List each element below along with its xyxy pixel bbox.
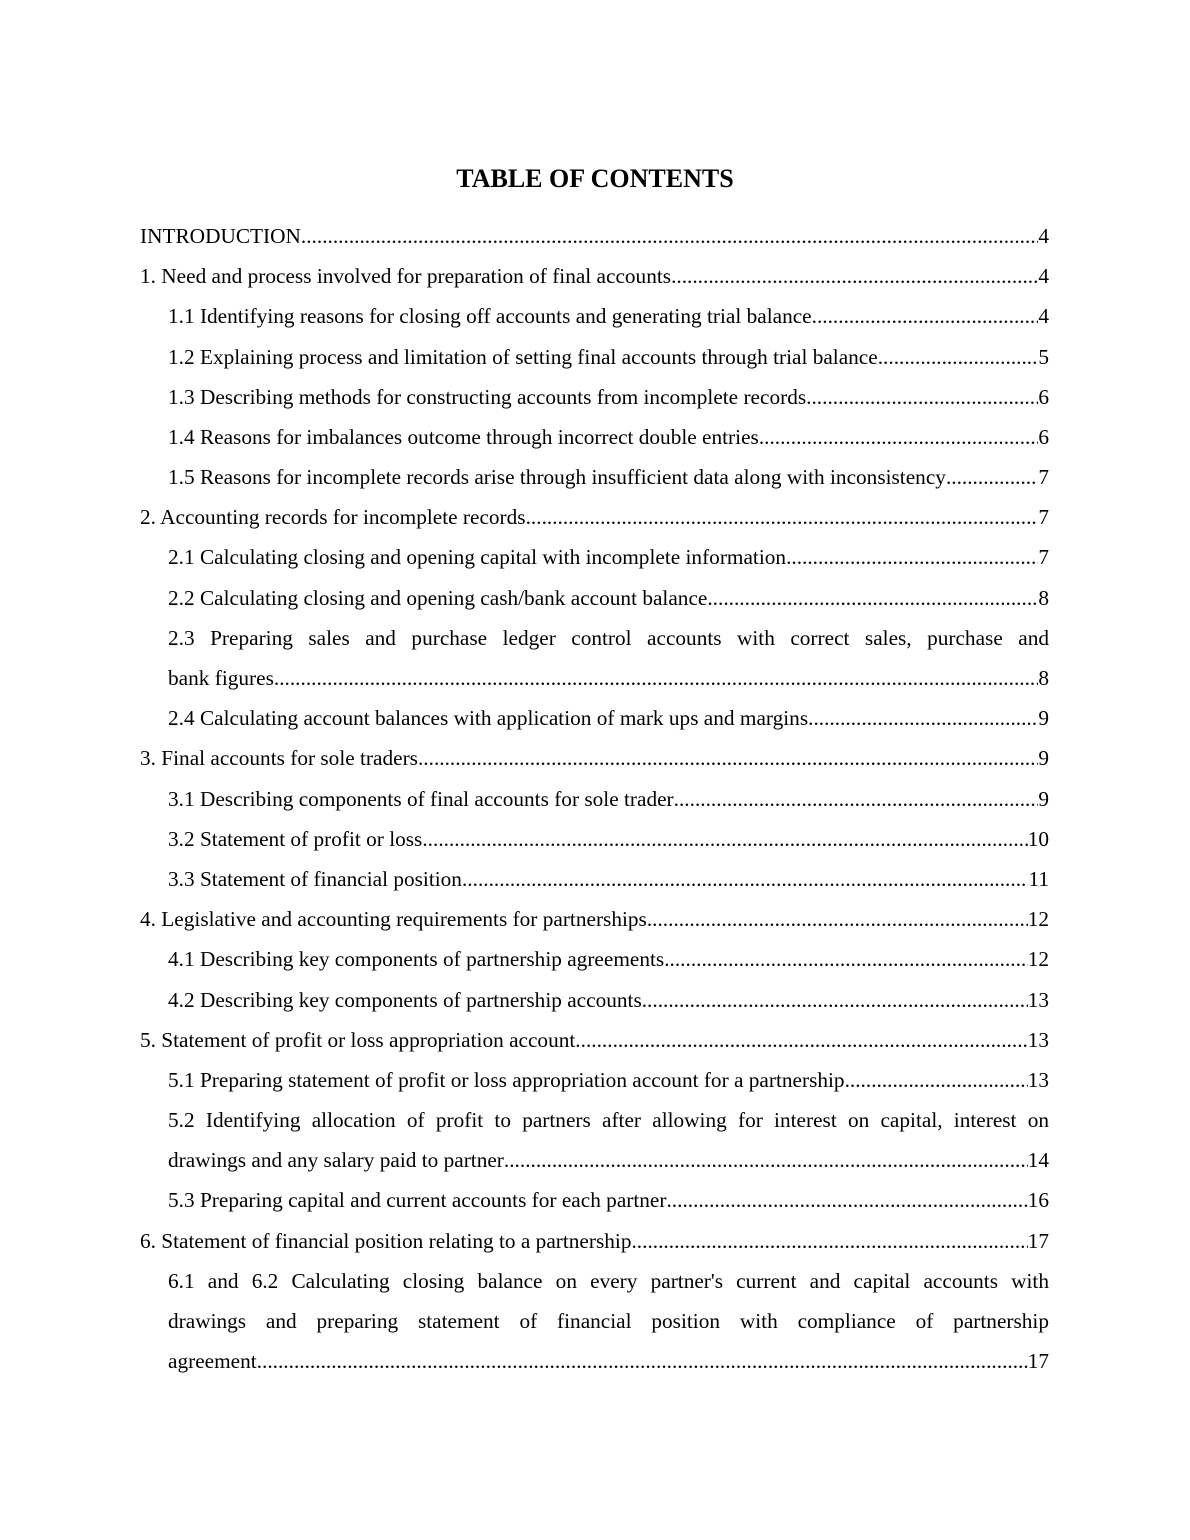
toc-page-number: 7 <box>1038 465 1049 490</box>
dot-leader <box>786 538 1038 578</box>
toc-entry-1-5[interactable] <box>168 457 1049 497</box>
toc-entry-label-line: 5.2 Identifying allocation of profit to partners after allowing for interest on capital, interest on <box>168 1108 1049 1133</box>
toc-entry-label: 3.2 Statement of profit or loss <box>168 826 423 851</box>
toc-entry-1-4[interactable] <box>168 417 1049 457</box>
dot-leader <box>647 899 1028 939</box>
toc-entry-label: bank figures <box>168 666 274 691</box>
toc-page-number: 6 <box>1038 384 1049 409</box>
dot-leader <box>504 1140 1028 1180</box>
toc-entry-3-1[interactable] <box>168 779 1049 819</box>
dot-leader <box>671 256 1038 296</box>
toc-entry-section-5[interactable] <box>140 1020 1049 1060</box>
toc-entry-6-1-6-2[interactable] <box>168 1261 1049 1382</box>
toc-page-number: 8 <box>1038 585 1049 610</box>
toc-page-number: 16 <box>1027 1188 1049 1213</box>
dot-leader <box>707 578 1038 618</box>
dot-leader <box>642 980 1028 1020</box>
toc-entry-5-1[interactable] <box>168 1060 1049 1100</box>
toc-entry-section-3[interactable] <box>140 738 1049 778</box>
toc-entry-4-2[interactable] <box>168 980 1049 1020</box>
table-of-contents <box>140 216 1049 1381</box>
toc-entry-section-1[interactable] <box>140 256 1049 296</box>
toc-entry-label: 4. Legislative and accounting requirements for partnerships <box>140 907 647 932</box>
dot-leader <box>878 337 1039 377</box>
toc-entry-label: 1.5 Reasons for incomplete records arise through insufficient data along with inconsistency <box>168 465 946 490</box>
toc-entry-label: INTRODUCTION <box>140 223 301 248</box>
toc-entry-label: agreement <box>168 1349 257 1374</box>
toc-page-number: 8 <box>1038 666 1049 691</box>
toc-entry-label: 1. Need and process involved for preparation of final accounts <box>140 264 672 289</box>
toc-page-number: 13 <box>1027 987 1049 1012</box>
toc-entry-5-2[interactable] <box>168 1100 1049 1180</box>
toc-entry-label-line: drawings and preparing statement of financial position with compliance of partnership <box>168 1309 1049 1334</box>
toc-entry-section-2[interactable] <box>140 497 1049 537</box>
toc-entry-1-2[interactable] <box>168 337 1049 377</box>
toc-entry-3-3[interactable] <box>168 859 1049 899</box>
toc-entry-section-4[interactable] <box>140 899 1049 939</box>
dot-leader <box>806 377 1038 417</box>
dot-leader <box>422 819 1027 859</box>
toc-entry-label: 6. Statement of financial position relating to a partnership <box>140 1228 632 1253</box>
dot-leader <box>462 859 1029 899</box>
toc-page-number: 12 <box>1027 907 1049 932</box>
toc-entry-label: 1.4 Reasons for imbalances outcome through incorrect double entries <box>168 424 759 449</box>
dot-leader <box>418 738 1038 778</box>
toc-page-number: 6 <box>1038 424 1049 449</box>
toc-entry-label: 2. Accounting records for incomplete records <box>140 505 526 530</box>
toc-entry-2-2[interactable] <box>168 578 1049 618</box>
toc-page-number: 10 <box>1027 826 1049 851</box>
toc-entry-label-line: 6.1 and 6.2 Calculating closing balance on every partner's current and capital accounts with <box>168 1268 1049 1293</box>
toc-entry-label: 3.3 Statement of financial position <box>168 866 462 891</box>
dot-leader <box>845 1060 1028 1100</box>
toc-page-number: 13 <box>1027 1027 1049 1052</box>
toc-entry-2-3[interactable] <box>168 618 1049 698</box>
dot-leader <box>664 939 1028 979</box>
dot-leader <box>274 658 1038 698</box>
toc-entry-label: 5.3 Preparing capital and current accounts for each partner <box>168 1188 667 1213</box>
toc-entry-label: 4.2 Describing key components of partnership accounts <box>168 987 642 1012</box>
dot-leader <box>812 296 1039 336</box>
dot-leader <box>631 1221 1027 1261</box>
toc-page-number: 9 <box>1038 786 1049 811</box>
toc-entry-label: 3.1 Describing components of final accounts for sole trader <box>168 786 674 811</box>
dot-leader <box>666 1181 1027 1221</box>
toc-page-number: 11 <box>1028 866 1049 891</box>
toc-entry-2-4[interactable] <box>168 698 1049 738</box>
toc-entry-label-line: 2.3 Preparing sales and purchase ledger control accounts with correct sales, purchase and <box>168 625 1049 650</box>
toc-entry-5-3[interactable] <box>168 1181 1049 1221</box>
toc-entry-1-3[interactable] <box>168 377 1049 417</box>
toc-page-number: 5 <box>1038 344 1049 369</box>
toc-entry-label: 1.2 Explaining process and limitation of setting final accounts through trial balance <box>168 344 878 369</box>
toc-page-number: 13 <box>1027 1067 1049 1092</box>
toc-page-number: 4 <box>1038 304 1049 329</box>
dot-leader <box>575 1020 1027 1060</box>
toc-entry-label: 2.2 Calculating closing and opening cash/bank account balance <box>168 585 708 610</box>
toc-entry-label: 1.1 Identifying reasons for closing off accounts and generating trial balance <box>168 304 812 329</box>
toc-entry-label: 4.1 Describing key components of partnership agreements <box>168 947 665 972</box>
toc-entry-2-1[interactable] <box>168 538 1049 578</box>
toc-entry-section-6[interactable] <box>140 1221 1049 1261</box>
dot-leader <box>946 457 1038 497</box>
dot-leader <box>526 497 1039 537</box>
toc-entry-label: 1.3 Describing methods for constructing accounts from incomplete records <box>168 384 807 409</box>
toc-page-number: 17 <box>1027 1228 1049 1253</box>
toc-page-number: 14 <box>1027 1148 1049 1173</box>
toc-entry-4-1[interactable] <box>168 939 1049 979</box>
toc-page-number: 4 <box>1038 264 1049 289</box>
page-title: TABLE OF CONTENTS <box>456 164 734 193</box>
toc-entry-label: 5.1 Preparing statement of profit or loss appropriation account for a partnership <box>168 1067 845 1092</box>
toc-page-number: 7 <box>1038 505 1049 530</box>
toc-entry-label: 5. Statement of profit or loss appropriation account <box>140 1027 576 1052</box>
toc-entry-label: 3. Final accounts for sole traders <box>140 746 418 771</box>
toc-page-number: 7 <box>1038 545 1049 570</box>
dot-leader <box>759 417 1039 457</box>
toc-entry-1-1[interactable] <box>168 296 1049 336</box>
toc-page-number: 17 <box>1027 1349 1049 1374</box>
toc-page-number: 9 <box>1038 746 1049 771</box>
dot-leader <box>808 698 1038 738</box>
dot-leader <box>257 1341 1028 1381</box>
toc-page-number: 9 <box>1038 706 1049 731</box>
toc-page-number: 4 <box>1038 223 1049 248</box>
toc-entry-3-2[interactable] <box>168 819 1049 859</box>
dot-leader <box>301 216 1038 256</box>
toc-entry-label: drawings and any salary paid to partner <box>168 1148 504 1173</box>
toc-entry-introduction[interactable] <box>140 216 1049 256</box>
toc-entry-label: 2.1 Calculating closing and opening capital with incomplete information <box>168 545 787 570</box>
toc-page-number: 12 <box>1027 947 1049 972</box>
dot-leader <box>674 779 1039 819</box>
toc-entry-label: 2.4 Calculating account balances with application of mark ups and margins <box>168 706 809 731</box>
